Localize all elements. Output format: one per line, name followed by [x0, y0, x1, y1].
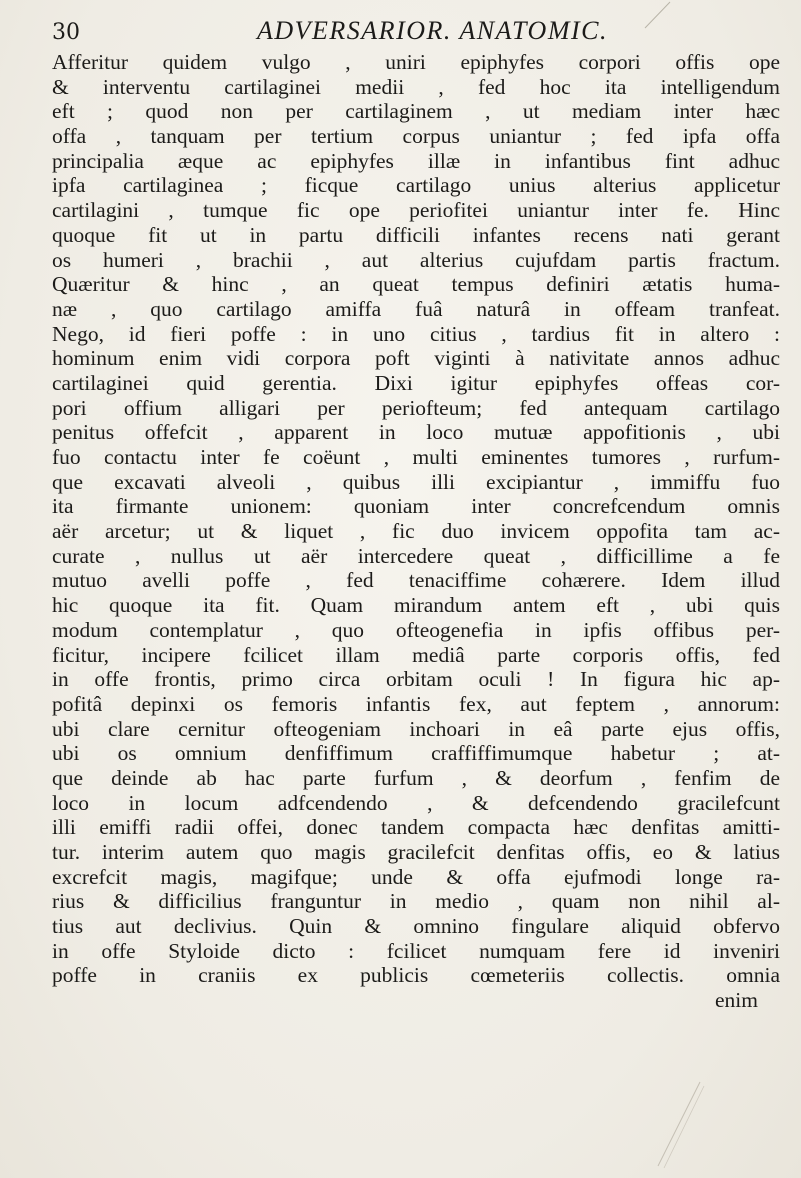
text-line: que deinde ab hac parte furfum , & deorfum , fenfim de	[52, 765, 780, 790]
text-line: ubi clare cernitur ofteogeniam inchoari in eâ parte ejus offis,	[52, 716, 780, 741]
text-line: hic quoque ita fit. Quam mirandum antem eft , ubi quis	[52, 593, 780, 618]
text-line: rius & difficilius franguntur in medio , quam non nihil al-	[52, 889, 780, 914]
text-line: in offe Styloide dicto : fcilicet numquam fere id inveniri	[52, 938, 780, 963]
pencil-stroke-mark	[650, 1080, 710, 1170]
text-line: ubi os omnium denfiffimum craffiffimumque habetur ; at-	[52, 741, 780, 766]
text-line: loco in locum adfcendendo , & defcendendo gracilefcunt	[52, 790, 780, 815]
text-line: fuo contactu inter fe coëunt , multi eminentes tumores , rurfum-	[52, 445, 780, 469]
text-line: penitus offefcit , apparent in loco mutuæ appofitionis , ubi	[52, 420, 780, 445]
text-line: offa , tanquam per tertium corpus uniantur ; fed ipfa offa	[52, 124, 780, 149]
text-line: pofitâ depinxi os femoris infantis fex, aut feptem , annorum:	[52, 691, 780, 716]
catchword: enim	[715, 988, 758, 1013]
text-line: Afferitur quidem vulgo , uniri epiphyfes corpori offis ope	[52, 50, 780, 74]
text-line: Quæritur & hinc , an queat tempus definiri ætatis huma-	[52, 272, 780, 297]
text-line: mutuo avelli poffe , fed tenaciffime cohærere. Idem illud	[52, 568, 780, 593]
text-line: næ , quo cartilago amiffa fuâ naturâ in offeam tranfeat.	[52, 296, 780, 321]
page-number: 30	[52, 20, 80, 45]
text-line: eft ; quod non per cartilaginem , ut mediam inter hæc	[52, 99, 780, 124]
text-line: pori offium alligari per periofteum; fed antequam cartilago	[52, 395, 780, 420]
text-line: cartilagini , tumque fic ope periofitei uniantur inter fe. Hinc	[52, 198, 780, 223]
text-line: os humeri , brachii , aut alterius cujufdam partis fractum.	[52, 247, 780, 272]
body-text	[52, 50, 780, 1013]
text-line: Nego, id fieri poffe : in uno citius , tardius fit in altero :	[52, 321, 780, 346]
text-line: tur. interim autem quo magis gracilefcit denfitas offis, eo & latius	[52, 840, 780, 864]
text-line: modum contemplatur , quo ofteogenefia in ipfis offibus per-	[52, 617, 780, 642]
text-line: excrefcit magis, magifque; unde & offa ejufmodi longe ra-	[52, 864, 780, 889]
text-line: in offe frontis, primo circa orbitam oculi ! In figura hic ap-	[52, 667, 780, 692]
text-line: tius aut declivius. Quin & omnino fingulare aliquid obfervo	[52, 914, 780, 939]
text-line: ita firmante unionem: quoniam inter concrefcendum omnis	[52, 494, 780, 519]
text-line: & interventu cartilaginei medii , fed hoc ita intelligendum	[52, 74, 780, 99]
text-line: aër arcetur; ut & liquet , fic duo invicem oppofita tam ac-	[52, 519, 780, 544]
text-line: ficitur, incipere fcilicet illam mediâ parte corporis offis, fed	[52, 642, 780, 667]
text-line: que excavati alveoli , quibus illi excipiantur , immiffu fuo	[52, 469, 780, 494]
text-line: ipfa cartilaginea ; ficque cartilago unius alterius applicetur	[52, 173, 780, 198]
text-line: curate , nullus ut aër intercedere queat , difficillime a fe	[52, 543, 780, 568]
text-line: principalia æque ac epiphyfes illæ in infantibus fint adhuc	[52, 148, 780, 173]
text-line: hominum enim vidi corpora poft viginti à nativitate annos adhuc	[52, 346, 780, 371]
text-line: illi emiffi radii offei, donec tandem compacta hæc denfitas amitti-	[52, 815, 780, 840]
page-header	[52, 14, 772, 48]
text-line: poffe in craniis ex publicis cœmeteriis collectis. omnia	[52, 963, 780, 988]
text-line: cartilaginei quid gerentia. Dixi igitur epiphyfes offeas cor-	[52, 370, 780, 395]
text-line: quoque fit ut in partu difficili infantes recens nati gerant	[52, 222, 780, 247]
running-title: ADVERSARIOR. ANATOMIC.	[257, 16, 608, 45]
